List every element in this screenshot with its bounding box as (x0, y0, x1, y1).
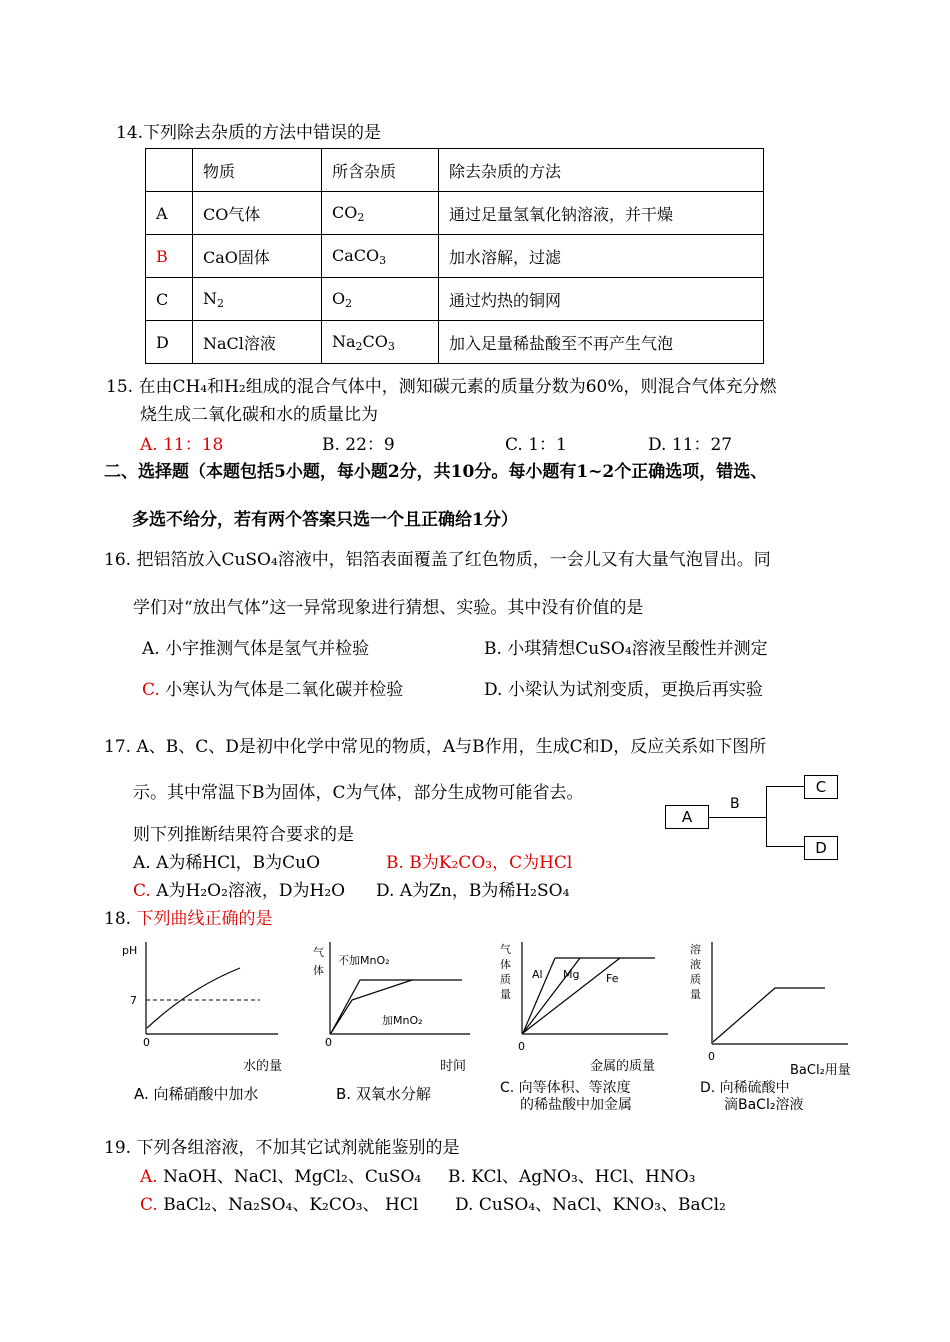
q17-option-c-label: C. (133, 881, 151, 901)
graph-a-caption: A. 向稀硝酸中加水 (134, 1085, 259, 1103)
graph-c-label-fe: Fe (606, 972, 619, 985)
ylabel-char: 体 (500, 958, 511, 971)
curve (713, 988, 825, 1042)
row-label: A (146, 192, 193, 235)
graph-c (510, 938, 670, 1038)
q18-stem (104, 904, 272, 929)
ylabel-char: 质 (690, 973, 701, 986)
q15-line2: 烧生成二氧化碳和水的质量比为 (140, 405, 378, 425)
q17-option-c (133, 876, 345, 901)
section2-title-line2: 多选不给分，若有两个答案只选一个且正确给1分） (132, 510, 518, 530)
graph-d (700, 938, 850, 1048)
header-cell: 除去杂质的方法 (439, 149, 764, 192)
section2-title-line1: 二、选择题（本题包括5小题，每小题2分，共10分。每小题有1~2个正确选项，错选、 (104, 462, 768, 482)
graph-c-xlabel: 金属的质量 (590, 1059, 656, 1074)
row-label: B (146, 235, 193, 278)
impurity-cell: $CO_2$ (322, 192, 439, 235)
diagram-line (766, 786, 804, 787)
ylabel-char: 液 (690, 958, 701, 971)
q15-option-a: A. 11：18 (140, 435, 224, 455)
q17-line2: 示。其中常温下B为固体，C为气体，部分生成物可能省去。 (133, 783, 584, 803)
q15-option-d: D. 11：27 (648, 435, 733, 455)
q16-option-c-text: 小寒认为气体是二氧化碳并检验 (159, 680, 404, 700)
row-label: D (146, 321, 193, 364)
q15-line1: 15. 在由CH₄和H₂组成的混合气体中，测知碳元素的质量分数为60%，则混合气体充分燃 (106, 377, 777, 397)
method-cell: 加入足量稀盐酸至不再产生气泡 (439, 321, 764, 364)
q15-option-c: C. 1：1 (505, 435, 567, 455)
graph-c-origin: 0 (518, 1040, 525, 1053)
substance-cell: CO气体 (193, 192, 322, 235)
graph-d-caption2: 滴BaCl₂溶液 (724, 1097, 804, 1113)
method-cell: 通过足量氢氧化钠溶液，并干燥 (439, 192, 764, 235)
q16-option-c (142, 675, 403, 700)
q19-option-b: B. KCl、AgNO₃、HCl、HNO₃ (448, 1167, 696, 1187)
q19-option-a-label: A. (140, 1167, 158, 1187)
q17-option-b: B. B为K₂CO₃，C为HCl (386, 853, 573, 873)
graph-c-caption1: C. 向等体积、等浓度 (500, 1080, 631, 1096)
q14-stem: 14.下列除去杂质的方法中错误的是 (116, 123, 382, 143)
graph-b-ylabel1: 气 (313, 946, 324, 959)
diagram-box-d: D (804, 836, 838, 860)
graph-a (120, 938, 280, 1038)
graph-d-caption1: D. 向稀硫酸中 (700, 1080, 790, 1096)
q17-option-a: A. A为稀HCl，B为CuO (133, 853, 321, 873)
impurity-cell: CaCO$_3$ (322, 235, 439, 278)
table-row (146, 321, 764, 364)
diagram-line (766, 786, 767, 846)
graph-b-label-bottom: 加MnO₂ (382, 1014, 423, 1027)
ylabel-char: 溶 (690, 943, 701, 956)
diagram-box-a: A (665, 805, 709, 829)
diagram-line (708, 817, 766, 818)
diagram-box-c: C (804, 775, 838, 799)
q17-line1: 17. A、B、C、D是初中化学中常见的物质，A与B作用，生成C和D，反应关系如下图所 (104, 737, 767, 757)
ylabel-char: 质 (500, 973, 511, 986)
q16-line2: 学们对“放出气体”这一异常现象进行猜想、实验。其中没有价值的是 (133, 598, 644, 618)
graph-d-ylabel (690, 942, 701, 1002)
header-cell (146, 149, 193, 192)
q19-option-c (140, 1190, 418, 1215)
q19-option-c-text: BaCl₂、Na₂SO₄、K₂CO₃、 HCl (157, 1195, 419, 1215)
diagram-line (766, 846, 804, 847)
table-header-row (146, 149, 764, 192)
method-cell: 通过灼热的铜网 (439, 278, 764, 321)
diagram-label-b: B (730, 796, 740, 812)
impurity-cell: $O_2$ (322, 278, 439, 321)
curve (147, 968, 240, 1028)
q19-option-d: D. CuSO₄、NaCl、KNO₃、BaCl₂ (455, 1195, 726, 1215)
graph-b-label-top: 不加MnO₂ (338, 954, 390, 967)
table-row (146, 278, 764, 321)
q19-option-c-label: C. (140, 1195, 158, 1215)
q16-option-b: B. 小琪猜想CuSO₄溶液呈酸性并测定 (484, 639, 768, 659)
graph-d-xlabel: BaCl₂用量 (790, 1063, 851, 1078)
graph-b-ylabel2: 体 (313, 964, 324, 977)
graph-a-xlabel: 水的量 (243, 1059, 283, 1074)
graph-c-ylabel (500, 942, 511, 1002)
header-cell: 所含杂质 (322, 149, 439, 192)
q19-option-a (140, 1162, 421, 1187)
q17-option-c-text: A为H₂O₂溶液，D为H₂O (150, 881, 346, 901)
table-row (146, 235, 764, 278)
substance-cell: CaO固体 (193, 235, 322, 278)
row-label: C (146, 278, 193, 321)
method-cell: 加水溶解，过滤 (439, 235, 764, 278)
table-row (146, 192, 764, 235)
q19-option-a-text: NaOH、NaCl、MgCl₂、CuSO₄ (157, 1167, 422, 1187)
graph-a-origin: 0 (143, 1036, 150, 1049)
q17-option-d: D. A为Zn，B为稀H₂SO₄ (376, 881, 570, 901)
graph-c-caption2: 的稀盐酸中加金属 (520, 1097, 632, 1113)
graph-b-caption: B. 双氧水分解 (336, 1085, 431, 1103)
graph-a-ylabel: pH (122, 944, 138, 957)
ylabel-char: 量 (690, 988, 701, 1001)
header-cell: 物质 (193, 149, 322, 192)
ylabel-char: 量 (500, 988, 511, 1001)
substance-cell: $N_2$ (193, 278, 322, 321)
q16-line1: 16. 把铝箔放入CuSO₄溶液中，铝箔表面覆盖了红色物质，一会儿又有大量气泡冒出。同 (104, 550, 771, 570)
q15-option-b: B. 22：9 (322, 435, 395, 455)
q19-stem: 19. 下列各组溶液，不加其它试剂就能鉴别的是 (104, 1138, 460, 1158)
substance-cell: NaCl溶液 (193, 321, 322, 364)
graph-b-origin: 0 (325, 1036, 332, 1049)
graph-c-label-mg: Mg (563, 968, 580, 981)
graph-d-origin: 0 (708, 1050, 715, 1063)
graph-c-label-al: Al (532, 968, 543, 981)
q14-table (145, 148, 764, 364)
q16-option-d: D. 小梁认为试剂变质，更换后再实验 (484, 680, 763, 700)
impurity-cell: $Na_2CO_3$ (322, 321, 439, 364)
ylabel-char: 气 (500, 943, 511, 956)
graph-b-xlabel: 时间 (440, 1059, 467, 1074)
q16-option-c-label: C. (142, 680, 160, 700)
q18-stem-text: 下列曲线正确的是 (131, 909, 273, 929)
q17-line3: 则下列推断结果符合要求的是 (133, 825, 354, 845)
graph-a-tick: 7 (130, 994, 137, 1007)
q16-option-a: A. 小宇推测气体是氢气并检验 (142, 639, 370, 659)
q18-stem-number: 18. (104, 909, 132, 929)
